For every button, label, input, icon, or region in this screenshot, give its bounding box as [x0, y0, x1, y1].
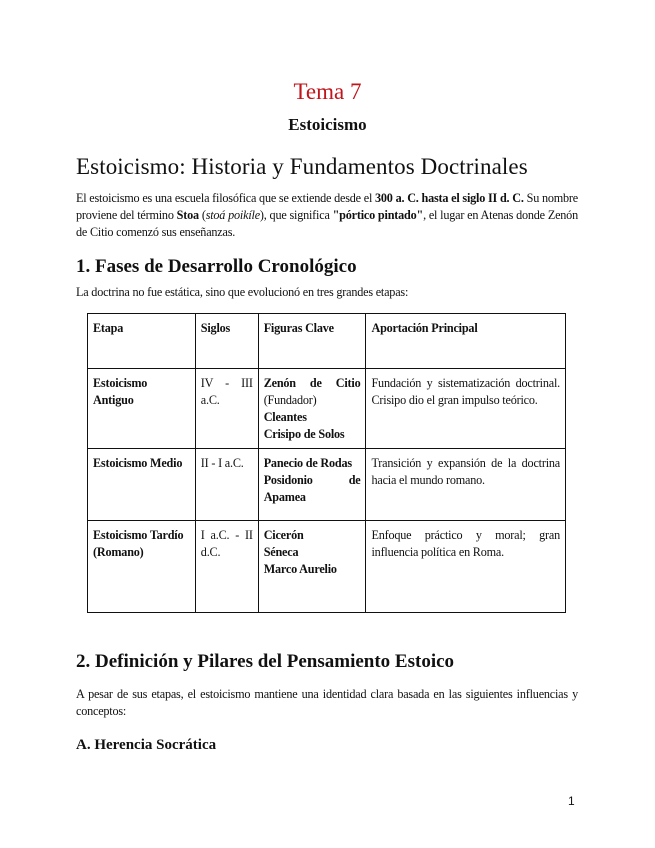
figure-name: Séneca	[263, 545, 299, 559]
header-siglos: Siglos	[195, 314, 258, 369]
header-figuras: Figuras Clave	[258, 314, 366, 369]
main-title: Estoicismo: Historia y Fundamentos Doctrinales	[76, 154, 528, 179]
table-row	[88, 449, 566, 521]
cell-figuras	[258, 449, 366, 521]
cell-figuras	[258, 521, 366, 613]
intro-paragraph	[76, 190, 578, 241]
section2-subheading: A. Herencia Socrática	[76, 737, 217, 753]
section2-heading: 2. Definición y Pilares del Pensamiento Estoico	[76, 651, 455, 672]
topic-subtitle: Estoicismo	[288, 115, 367, 134]
cell-aportacion: Fundación y sistematización doctrinal. Crisipo dio el gran impulso teórico.	[366, 369, 566, 449]
cell-etapa: Estoicismo Antiguo	[88, 369, 196, 449]
cell-etapa: Estoicismo Medio	[88, 449, 196, 521]
intro-text-4: ), que significa	[259, 208, 333, 222]
header-aportacion: Aportación Principal	[366, 314, 566, 369]
table-row	[88, 521, 566, 613]
figure-name: Zenón de Citio	[263, 376, 361, 390]
intro-text-3: (	[198, 208, 206, 222]
phases-table	[87, 313, 566, 613]
intro-stoa: Stoa	[176, 208, 199, 222]
section1-lead: La doctrina no fue estática, sino que evolucionó en tres grandes etapas:	[76, 285, 409, 299]
topic-number: Tema 7	[293, 79, 362, 104]
figure-name: Panecio de Rodas	[263, 456, 352, 470]
intro-dates: 300 a. C. hasta el siglo II d. C.	[375, 191, 524, 205]
cell-aportacion: Transición y expansión de la doctrina hacia el mundo romano.	[366, 449, 566, 521]
intro-text-2: Su nombre proviene del término	[76, 191, 578, 222]
intro-text-1: El estoicismo es una escuela filosófica que se extiende desde el	[76, 191, 376, 205]
intro-text-5: , el lugar en Atenas donde Zenón de Citio comenzó sus enseñanzas.	[76, 208, 578, 239]
figure-name: Crisipo de Solos	[263, 427, 345, 441]
cell-figuras	[258, 369, 366, 449]
page-number: 1	[568, 794, 575, 808]
section1-heading: 1. Fases de Desarrollo Cronológico	[76, 256, 357, 277]
figure-name: Posidonio de Apamea	[263, 473, 361, 504]
cell-aportacion: Enfoque práctico y moral; gran influencia política en Roma.	[366, 521, 566, 613]
header-etapa: Etapa	[88, 314, 196, 369]
figure-name: Marco Aurelio	[263, 562, 337, 576]
figure-name: Cicerón	[263, 528, 304, 542]
cell-siglos: II - I a.C.	[195, 449, 258, 521]
cell-siglos: I a.C. - II d.C.	[195, 521, 258, 613]
intro-greek-term: stoá poikíle	[205, 208, 260, 222]
cell-siglos: IV - III a.C.	[195, 369, 258, 449]
table-header-row	[88, 314, 566, 369]
table-row	[88, 369, 566, 449]
figure-name: Cleantes	[263, 410, 307, 424]
intro-meaning: "pórtico pintado"	[332, 208, 424, 222]
section2-lead: A pesar de sus etapas, el estoicismo mantiene una identidad clara basada en las siguientes influencias y conceptos:	[76, 687, 578, 718]
figure-note: (Fundador)	[263, 393, 317, 407]
cell-etapa: Estoicismo Tardío (Romano)	[88, 521, 196, 613]
